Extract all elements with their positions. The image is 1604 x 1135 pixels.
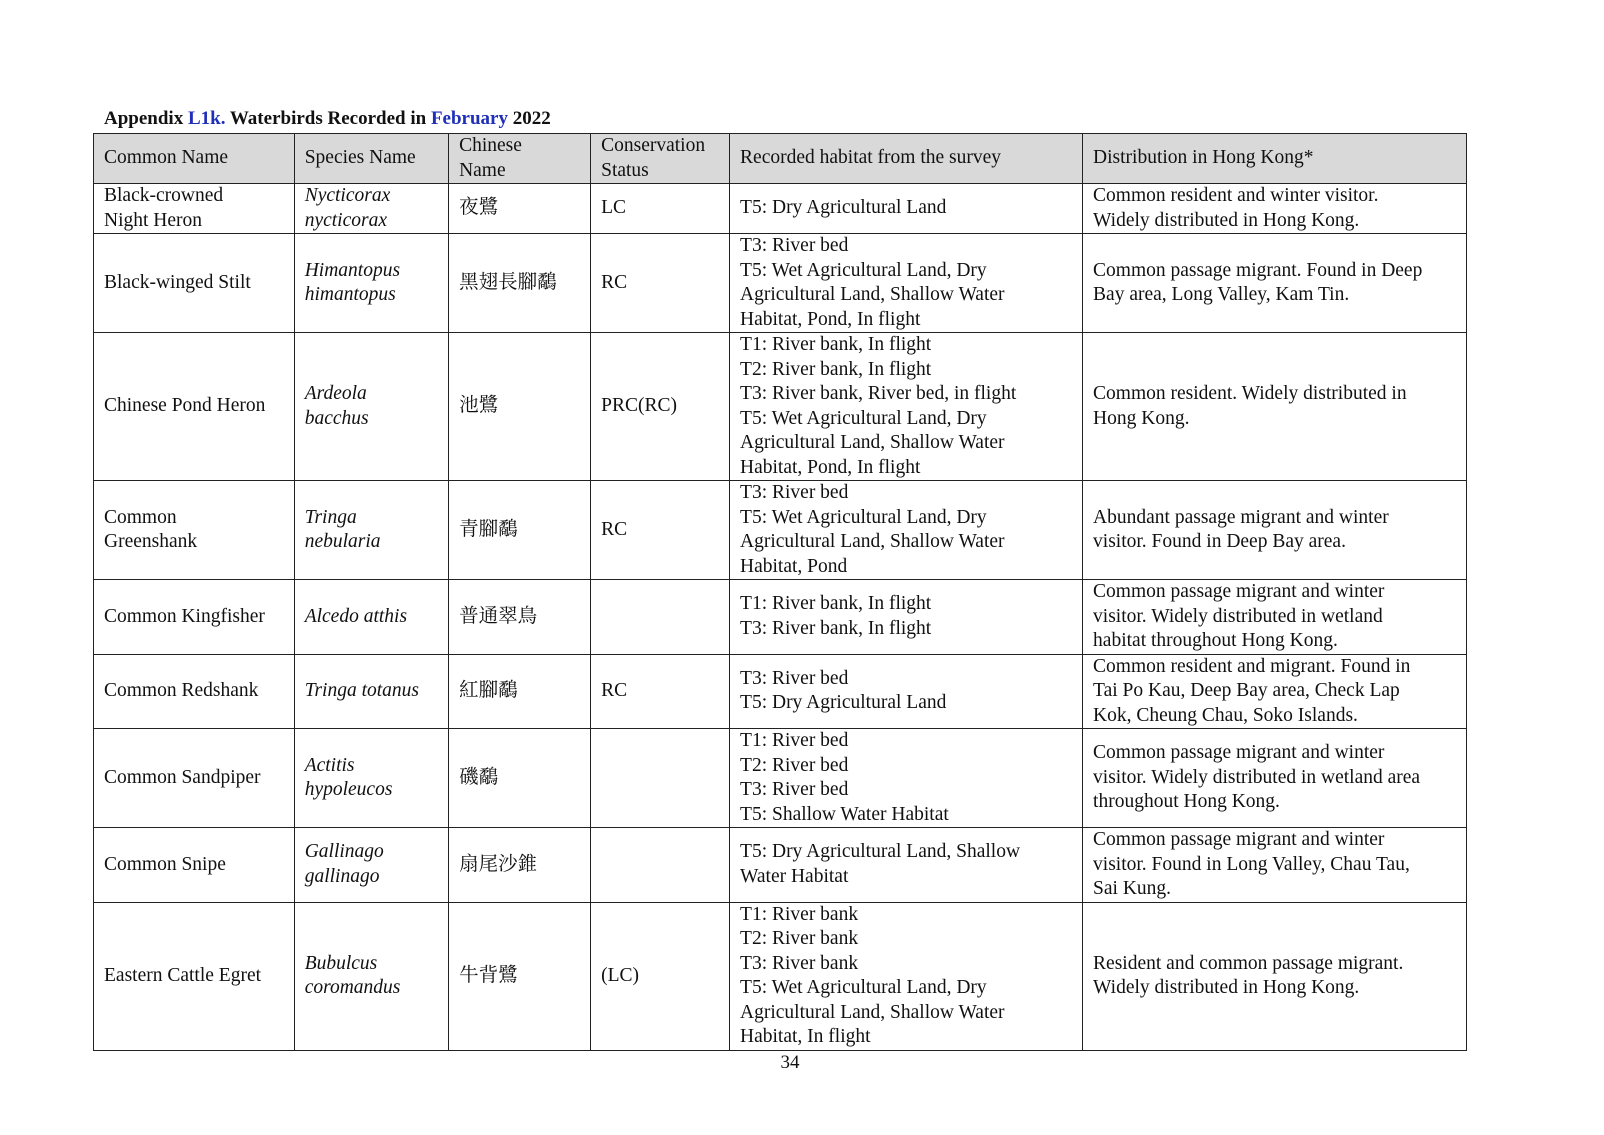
common-name-line: Night Heron [104, 209, 203, 231]
distribution-cell [1083, 729, 1467, 828]
table-body [94, 184, 1467, 1051]
recorded-habitat-line: T3: River bed [740, 667, 849, 689]
species-name-line: Nycticorax [304, 185, 391, 206]
header-chinese-name-line-1: Chinese [459, 135, 522, 156]
species-name-cell [294, 828, 448, 903]
table-row [94, 333, 1467, 481]
recorded-habitat-cell [730, 729, 1083, 828]
distribution-line: Sai Kung. [1093, 878, 1172, 899]
recorded-habitat-line: T5: Wet Agricultural Land, Dry [740, 407, 987, 429]
caption-prefix: Appendix [104, 108, 188, 129]
recorded-habitat-line: T3: River bed [740, 235, 849, 256]
species-name-line: gallinago [304, 865, 380, 887]
distribution-line: Common passage migrant. Found in Deep [1093, 259, 1423, 281]
distribution-cell [1083, 902, 1467, 1050]
recorded-habitat-line: T3: River bank [740, 952, 859, 974]
recorded-habitat-cell [730, 580, 1083, 655]
common-name-line: Common Snipe [104, 853, 226, 875]
conservation-status-cell: RC [591, 481, 730, 580]
table-row [94, 234, 1467, 333]
common-name-cell [94, 481, 295, 580]
distribution-cell [1083, 234, 1467, 333]
common-name-line: Black-winged Stilt [104, 271, 251, 293]
distribution-line: Common resident and winter visitor. [1093, 185, 1379, 206]
conservation-status-cell: RC [591, 234, 730, 333]
species-name-cell [294, 654, 448, 729]
common-name-line: Common Redshank [104, 680, 259, 701]
recorded-habitat-line: T3: River bank, In flight [740, 617, 932, 639]
species-name-line: himantopus [304, 284, 396, 305]
species-name-cell [294, 184, 448, 234]
caption-middle: Waterbirds Recorded in [225, 108, 431, 129]
caption-appendix-code: L1k. [187, 108, 226, 129]
distribution-line: visitor. Found in Long Valley, Chau Tau, [1093, 853, 1410, 875]
common-name-cell [94, 828, 295, 903]
distribution-line: visitor. Widely distributed in wetland area [1093, 766, 1421, 788]
recorded-habitat-line: Agricultural Land, Shallow Water [740, 432, 1005, 453]
recorded-habitat-cell [730, 654, 1083, 729]
table-row [94, 481, 1467, 580]
species-name-line: Actitis [304, 754, 355, 776]
recorded-habitat-line: T1: River bank, In flight [740, 593, 932, 615]
page-number: 34 [780, 1052, 800, 1073]
species-name-cell [294, 580, 448, 655]
chinese-name-cell: 普通翠鳥 [449, 580, 591, 655]
species-name-line: coromandus [304, 977, 401, 998]
distribution-line: throughout Hong Kong. [1093, 791, 1280, 813]
recorded-habitat-line: Habitat, Pond [740, 555, 848, 577]
distribution-line: Bay area, Long Valley, Kam Tin. [1093, 284, 1350, 305]
caption-year: 2022 [507, 108, 551, 129]
recorded-habitat-line: T5: Wet Agricultural Land, Dry [740, 506, 987, 528]
species-name-cell [294, 729, 448, 828]
distribution-cell [1083, 828, 1467, 903]
distribution-cell [1083, 184, 1467, 234]
table-caption [104, 108, 551, 130]
header-chinese-name-line-2: Name [459, 159, 506, 181]
header-common-name: Common Name [94, 134, 295, 184]
distribution-line: Common resident and migrant. Found in [1093, 655, 1411, 677]
conservation-status-cell: PRC(RC) [591, 333, 730, 481]
conservation-status-cell [591, 580, 730, 655]
recorded-habitat-line: T5: Dry Agricultural Land, Shallow [740, 841, 1021, 863]
recorded-habitat-cell [730, 481, 1083, 580]
recorded-habitat-cell [730, 828, 1083, 903]
header-recorded-habitat: Recorded habitat from the survey [730, 134, 1083, 184]
common-name-cell [94, 729, 295, 828]
species-name-line: nycticorax [304, 209, 387, 231]
distribution-line: Abundant passage migrant and winter [1093, 506, 1389, 528]
table-row [94, 902, 1467, 1050]
distribution-line: Tai Po Kau, Deep Bay area, Check Lap [1093, 680, 1400, 701]
species-name-cell [294, 234, 448, 333]
species-name-line: Gallinago [304, 841, 384, 863]
recorded-habitat-line: T1: River bank, In flight [740, 334, 932, 355]
distribution-line: habitat throughout Hong Kong. [1093, 630, 1338, 651]
distribution-cell [1083, 481, 1467, 580]
distribution-line: Common passage migrant and winter [1093, 829, 1385, 850]
common-name-cell [94, 184, 295, 234]
recorded-habitat-line: T1: River bed [740, 730, 849, 751]
species-name-line: bacchus [304, 407, 369, 429]
distribution-cell [1083, 654, 1467, 729]
recorded-habitat-line: T1: River bank [740, 903, 859, 925]
common-name-line: Common Sandpiper [104, 766, 261, 788]
species-name-line: hypoleucos [304, 779, 393, 800]
distribution-line: Common passage migrant and winter [1093, 581, 1385, 602]
chinese-name-cell: 夜鷺 [449, 184, 591, 234]
distribution-line: Hong Kong. [1093, 407, 1190, 429]
chinese-name-cell: 磯鷸 [449, 729, 591, 828]
chinese-name-cell: 牛背鷺 [449, 902, 591, 1050]
recorded-habitat-line: Agricultural Land, Shallow Water [740, 1001, 1005, 1023]
common-name-line: Eastern Cattle Egret [104, 964, 262, 986]
species-name-cell [294, 481, 448, 580]
table-header-row [94, 134, 1467, 184]
recorded-habitat-cell [730, 333, 1083, 481]
common-name-cell [94, 580, 295, 655]
table-row [94, 580, 1467, 655]
species-name-line: Ardeola [304, 383, 367, 404]
recorded-habitat-cell [730, 902, 1083, 1050]
common-name-line: Black-crowned [104, 185, 224, 206]
common-name-line: Chinese Pond Heron [104, 395, 266, 417]
common-name-cell [94, 654, 295, 729]
chinese-name-cell: 青腳鷸 [449, 481, 591, 580]
distribution-cell [1083, 333, 1467, 481]
distribution-line: Common passage migrant and winter [1093, 742, 1385, 764]
distribution-line: visitor. Found in Deep Bay area. [1093, 531, 1346, 552]
recorded-habitat-line: T2: River bank [740, 928, 859, 949]
common-name-line: Greenshank [104, 531, 198, 552]
conservation-status-cell [591, 729, 730, 828]
recorded-habitat-line: Habitat, Pond, In flight [740, 308, 921, 330]
distribution-cell [1083, 580, 1467, 655]
recorded-habitat-line: Habitat, In flight [740, 1026, 871, 1047]
recorded-habitat-line: T5: Dry Agricultural Land [740, 197, 947, 219]
species-name-cell [294, 333, 448, 481]
species-name-cell [294, 902, 448, 1050]
distribution-line: Common resident. Widely distributed in [1093, 383, 1407, 404]
chinese-name-cell: 池鷺 [449, 333, 591, 481]
conservation-status-cell: LC [591, 184, 730, 234]
common-name-cell [94, 234, 295, 333]
common-name-cell [94, 902, 295, 1050]
recorded-habitat-line: T2: River bank, In flight [740, 358, 932, 380]
distribution-line: Kok, Cheung Chau, Soko Islands. [1093, 704, 1358, 726]
recorded-habitat-line: T3: River bed [740, 779, 849, 800]
common-name-line: Common [104, 506, 177, 528]
conservation-status-cell: RC [591, 654, 730, 729]
caption-month: February [430, 108, 508, 129]
recorded-habitat-cell [730, 184, 1083, 234]
species-name-line: Alcedo atthis [304, 605, 408, 627]
table-row [94, 184, 1467, 234]
recorded-habitat-line: T5: Dry Agricultural Land [740, 692, 947, 714]
recorded-habitat-line: T3: River bank, River bed, in flight [740, 383, 1017, 404]
chinese-name-cell: 扇尾沙錐 [449, 828, 591, 903]
header-chinese-name [449, 134, 591, 184]
species-name-line: Tringa totanus [304, 680, 420, 701]
recorded-habitat-line: Agricultural Land, Shallow Water [740, 284, 1005, 305]
recorded-habitat-line: T3: River bed [740, 482, 849, 503]
recorded-habitat-line: T5: Wet Agricultural Land, Dry [740, 259, 987, 281]
header-species-name: Species Name [294, 134, 448, 184]
header-conservation-line-1: Conservation [601, 135, 706, 156]
distribution-line: visitor. Widely distributed in wetland [1093, 605, 1383, 627]
recorded-habitat-line: T5: Shallow Water Habitat [740, 803, 949, 825]
recorded-habitat-line: T2: River bed [740, 754, 849, 776]
header-conservation-line-2: Status [601, 159, 649, 181]
chinese-name-cell: 紅腳鷸 [449, 654, 591, 729]
distribution-line: Widely distributed in Hong Kong. [1093, 977, 1360, 998]
species-name-line: nebularia [304, 531, 381, 552]
recorded-habitat-line: Water Habitat [740, 865, 849, 887]
header-distribution: Distribution in Hong Kong* [1083, 134, 1467, 184]
species-name-line: Himantopus [304, 259, 401, 281]
distribution-line: Widely distributed in Hong Kong. [1093, 209, 1360, 231]
common-name-line: Common Kingfisher [104, 605, 265, 627]
table-row [94, 654, 1467, 729]
recorded-habitat-line: Agricultural Land, Shallow Water [740, 531, 1005, 552]
species-name-line: Tringa [304, 506, 357, 528]
table-row [94, 729, 1467, 828]
distribution-line: Resident and common passage migrant. [1093, 952, 1404, 974]
recorded-habitat-line: T5: Wet Agricultural Land, Dry [740, 977, 987, 998]
table-row [94, 828, 1467, 903]
recorded-habitat-line: Habitat, Pond, In flight [740, 456, 921, 478]
recorded-habitat-cell [730, 234, 1083, 333]
waterbirds-table [93, 133, 1467, 1051]
conservation-status-cell [591, 828, 730, 903]
conservation-status-cell: (LC) [591, 902, 730, 1050]
chinese-name-cell: 黑翅長腳鷸 [449, 234, 591, 333]
common-name-cell [94, 333, 295, 481]
header-conservation-status [591, 134, 730, 184]
species-name-line: Bubulcus [304, 952, 378, 974]
